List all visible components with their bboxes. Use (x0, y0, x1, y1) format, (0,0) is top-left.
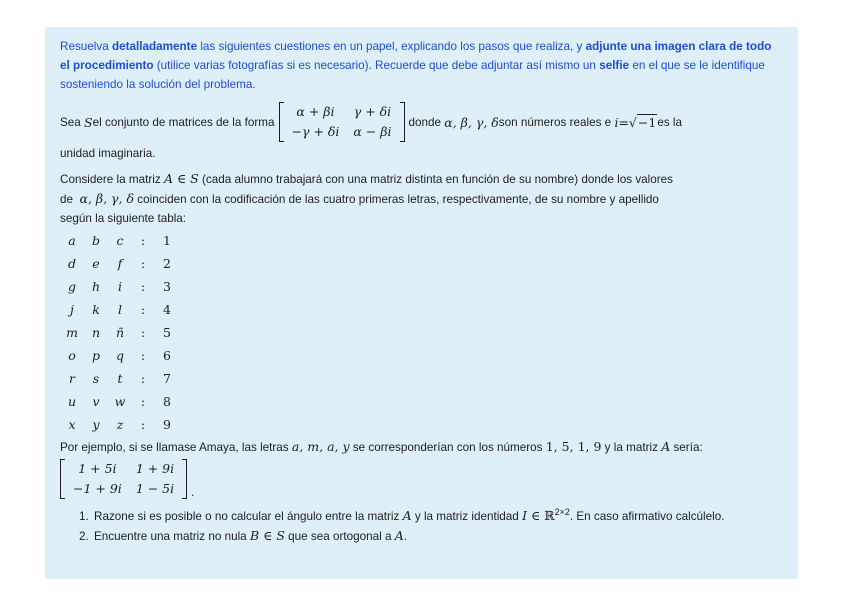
question-1 (92, 503, 775, 526)
letter-row (60, 413, 180, 436)
letter-row (60, 321, 180, 344)
intro-bold-1: detalladamente (111, 40, 198, 53)
letter-row (60, 367, 180, 390)
letter-cell: h (91, 279, 101, 294)
general-matrix (279, 102, 405, 142)
letter-cell: s (92, 371, 100, 386)
letter-cell: r (69, 371, 75, 386)
colon-separator: : (140, 394, 146, 409)
q2-S: S (276, 527, 285, 543)
consider-paragraph (60, 169, 775, 228)
matrix-cell: 1 + 5i (78, 461, 117, 476)
consider-rest: (cada alumno trabajará con una matriz distinta en función de su nombre) donde los valores (198, 173, 674, 186)
letter-cell: q (115, 348, 124, 363)
q2-B: B (249, 527, 260, 543)
letter-code-number: 1 (163, 233, 171, 248)
letter-row (60, 390, 180, 413)
letter-cell: c (116, 233, 124, 248)
def-vars: α, β, γ, δ (444, 114, 499, 130)
def-eq: = (618, 114, 629, 130)
matrix-cell: 1 − 5i (135, 481, 175, 496)
definition-line (60, 100, 775, 144)
intro-text-4: en el que se le identifique sosteniendo la solución del problema. (60, 59, 765, 91)
colon-separator: : (140, 233, 146, 248)
def-set-S: S (84, 114, 93, 130)
letter-cell: f (117, 256, 123, 271)
example-mid: se corresponderían con los números (349, 441, 546, 454)
letter-row (60, 298, 180, 321)
question-2 (92, 526, 775, 546)
consider-rest2: coinciden con la codificación de las cuatro primeras letras, respectivamente, de su nombre y apellido (134, 193, 659, 206)
questions-list (60, 503, 775, 546)
letter-cell: u (67, 394, 77, 409)
example-paragraph (60, 437, 775, 457)
q2-text-a: Encuentre una matriz no nula (94, 529, 250, 543)
q2-in: ∈ (259, 527, 277, 543)
def-i: i (614, 114, 619, 130)
letter-cell: w (114, 394, 126, 409)
letter-code-table (60, 229, 180, 436)
letter-cell: a (68, 233, 76, 248)
colon-separator: : (140, 256, 146, 271)
consider-A: A (163, 171, 173, 186)
example-matrix-row (60, 459, 775, 499)
colon-separator: : (140, 302, 146, 317)
q2-text-b: que sea ortogonal a (284, 529, 395, 543)
letter-cell: z (116, 417, 124, 432)
letter-cell: m (66, 325, 78, 340)
q1-text-a: Razone si es posible o no calcular el ángulo entre la matriz (94, 509, 403, 523)
q1-A: A (402, 507, 412, 523)
letter-code-number: 7 (163, 371, 171, 386)
letter-cell: n (91, 325, 101, 340)
colon-separator: : (140, 325, 146, 340)
colon-separator: : (140, 371, 146, 386)
letter-code-number: 6 (163, 348, 171, 363)
letter-row (60, 252, 180, 275)
intro-bold-2: adjunte una imagen clara de todo el procedimiento (60, 40, 772, 72)
def-line2: unidad imaginaria. (60, 147, 156, 160)
consider-S: S (190, 171, 199, 186)
letter-row (60, 344, 180, 367)
colon-separator: : (140, 417, 146, 432)
def-post1: donde (408, 115, 442, 129)
example-end: . (191, 486, 195, 499)
example-A: A (661, 439, 671, 454)
matrix-cell: γ + δi (353, 104, 392, 119)
letter-cell: k (92, 302, 100, 317)
intro-text-1: Resuelva (60, 40, 112, 53)
letter-code-number: 4 (163, 302, 171, 317)
example-post: y la matriz (601, 441, 662, 454)
letter-cell: b (91, 233, 100, 248)
def-pre: Sea (60, 115, 81, 129)
letter-code-number: 8 (163, 394, 171, 409)
q2-text-c: . (403, 529, 408, 543)
letter-code-number: 3 (163, 279, 171, 294)
example-pre: Por ejemplo, si se llamase Amaya, las letras (60, 441, 292, 454)
letter-cell: y (92, 417, 100, 432)
example-matrix (60, 459, 187, 499)
colon-separator: : (140, 279, 146, 294)
letter-cell: g (67, 279, 76, 294)
consider-de: de (60, 193, 77, 206)
letter-code-number: 2 (163, 256, 171, 271)
q1-sup: 2×2 (554, 507, 570, 517)
def-mid: el conjunto de matrices de la forma (92, 115, 275, 129)
intro-text-2: las siguientes cuestiones en un papel, explicando los pasos que realiza, y (197, 40, 586, 53)
letter-cell: v (92, 394, 100, 409)
letter-cell: l (118, 302, 122, 317)
intro-bold-3: selfie (599, 59, 630, 72)
instructions (60, 37, 775, 94)
letter-cell: e (92, 256, 100, 271)
letter-row (60, 275, 180, 298)
letter-cell: i (118, 279, 122, 294)
colon-separator: : (140, 348, 146, 363)
consider-vars: α, β, γ, δ (79, 191, 135, 206)
consider-in: ∈ (172, 171, 191, 186)
sqrt-symbol: √ (628, 114, 637, 130)
letter-cell: o (68, 348, 76, 363)
def-post2: son números reales e (498, 115, 612, 129)
q1-in: ∈ (527, 507, 545, 523)
example-post2: sería: (670, 441, 703, 454)
letter-cell: p (91, 348, 100, 363)
letter-cell: x (68, 417, 76, 432)
matrix-cell: α − βi (353, 124, 392, 139)
consider-pre: Considere la matriz (60, 173, 164, 186)
example-nums: 1, 5, 1, 9 (545, 439, 602, 454)
matrix-cell: 1 + 9i (135, 461, 175, 476)
intro-text-3: (utilice varias fotografías si es necesario). Recuerde que debe adjuntar así mismo un (153, 59, 600, 72)
letter-cell: j (70, 302, 74, 317)
example-letters: a, m, a, y (291, 439, 350, 454)
letter-row (60, 229, 180, 252)
def-post3: es la (657, 115, 683, 129)
q1-text-c: . En caso afirmativo calcúlelo. (569, 509, 725, 523)
q1-R: ℝ (544, 507, 555, 523)
matrix-cell: −γ + δi (291, 124, 340, 139)
letter-code-number: 9 (163, 417, 171, 432)
radicand: −1 (637, 114, 657, 130)
matrix-cell: −1 + 9i (73, 481, 122, 496)
letter-cell: ñ (115, 325, 125, 340)
consider-rest3: según la siguiente tabla: (60, 212, 187, 225)
matrix-cell: α + βi (296, 104, 335, 119)
letter-cell: t (117, 371, 123, 386)
q2-A: A (394, 527, 404, 543)
letter-code-number: 5 (163, 325, 171, 340)
q1-text-b: y la matriz identidad (411, 509, 523, 523)
question-content (60, 37, 775, 546)
letter-cell: d (67, 256, 76, 271)
q1-I: I (522, 507, 528, 523)
sqrt-expr (629, 115, 657, 130)
